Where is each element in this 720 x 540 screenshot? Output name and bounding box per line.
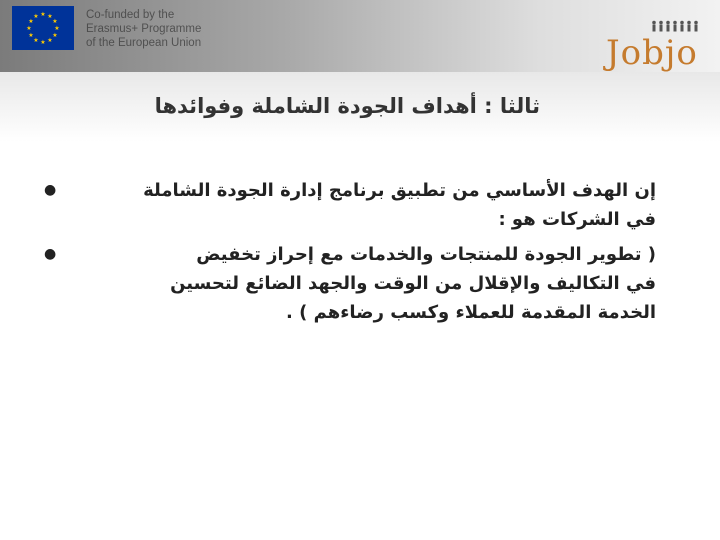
slide-content xyxy=(44,176,656,333)
svg-text:★: ★ xyxy=(26,25,32,32)
eu-funding-text xyxy=(86,8,246,50)
svg-text:★: ★ xyxy=(47,37,53,44)
eu-flag-icon xyxy=(12,6,74,50)
bullet-icon: ● xyxy=(44,182,57,198)
bullet-icon: ● xyxy=(44,246,57,262)
svg-text:★: ★ xyxy=(52,18,58,25)
svg-text:★: ★ xyxy=(40,39,46,46)
eu-funding-line: Erasmus+ Programme xyxy=(86,23,202,35)
bullet-paragraph xyxy=(44,176,656,234)
jobjo-logo-text: Jobjo xyxy=(606,33,698,73)
eu-funding-line: Co-funded by the xyxy=(86,9,175,21)
eu-funding-line: of the European Union xyxy=(86,37,202,49)
svg-text:★: ★ xyxy=(33,37,39,44)
paragraph-line: الخدمة المقدمة للعملاء وكسب رضاءهم ) . xyxy=(286,302,656,323)
paragraph-line: في الشركات هو : xyxy=(498,209,656,230)
paragraph-line: في التكاليف والإقلال من الوقت والجهد الضائع لتحسين xyxy=(170,273,656,294)
svg-text:★: ★ xyxy=(47,13,53,20)
paragraph-line: إن الهدف الأساسي من تطبيق برنامج إدارة الجودة الشاملة xyxy=(143,180,656,201)
svg-text:★: ★ xyxy=(28,32,34,39)
svg-text:★: ★ xyxy=(33,13,39,20)
paragraph-line: ( تطوير الجودة للمنتجات والخدمات مع إحراز تخفيض xyxy=(196,244,656,265)
svg-text:★: ★ xyxy=(52,32,58,39)
bullet-paragraph xyxy=(44,240,656,327)
svg-text:★: ★ xyxy=(28,18,34,25)
jobjo-logo xyxy=(606,30,706,80)
svg-text:★: ★ xyxy=(40,11,46,18)
slide-title: ثالثا : أهداف الجودة الشاملة وفوائدها xyxy=(154,94,540,118)
svg-text:★: ★ xyxy=(54,25,60,32)
